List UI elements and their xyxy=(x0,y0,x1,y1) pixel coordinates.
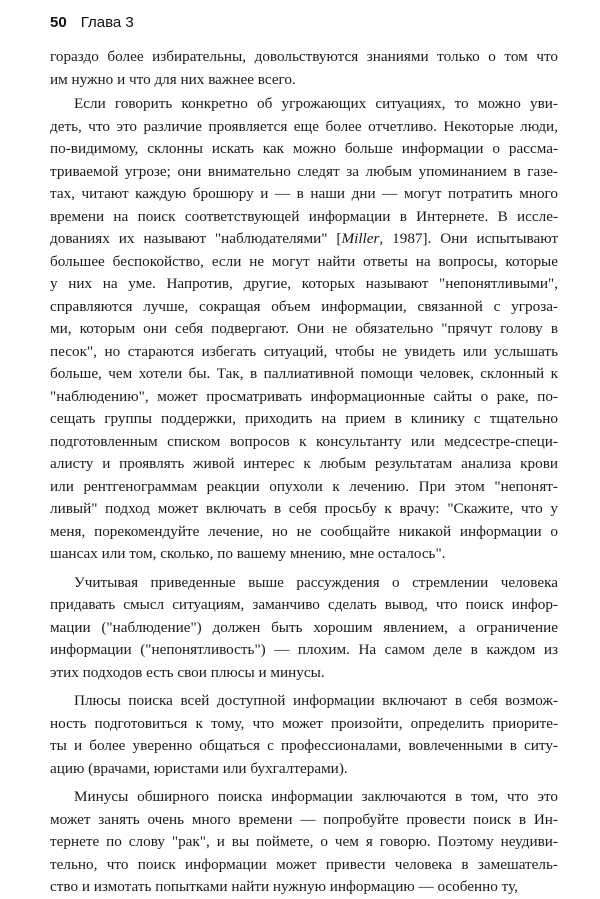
text-line: у них на уме. Напротив, другие, которых называют "непонятливыми", xyxy=(50,275,558,292)
text-line: тельно, что поиск информации может привести человека в замешатель- xyxy=(50,855,558,873)
text-line: деть, что это различие проявляется еще более отчетливо. Некоторые люди, xyxy=(50,117,558,135)
text-line: времени на поиск соответствующей информации в Интернете. В иссле- xyxy=(50,207,558,225)
text-line: ство и измотать попытками найти нужную информацию — особенно ту, xyxy=(50,878,518,895)
text-line: ты и более уверенно общаться с профессионалами, вовлеченными в ситу- xyxy=(50,737,558,754)
text-line: этих подходов есть свои плюсы и минусы. xyxy=(50,663,325,681)
text-line: или рентгенограммам реакции опухоли к лечению. При этом "непонят- xyxy=(50,477,558,495)
paragraph xyxy=(50,690,558,780)
text-line: Плюсы поиска всей доступной информации включают в себя возмож- xyxy=(74,692,558,709)
chapter-label: Глава 3 xyxy=(80,13,134,31)
paragraph xyxy=(50,572,558,685)
text-line: меня, порекомендуйте лечение, но не сообщайте никакой информации о xyxy=(50,522,558,540)
text-line: Если говорить конкретно об угрожающих ситуациях, то можно уви- xyxy=(74,95,558,112)
text-line: триваемой угрозе; они внимательно следят за любым упоминанием в газе- xyxy=(50,162,558,180)
text-line: ливый" подход может включать в себя просьбу к врачу: "Скажите, что у xyxy=(50,500,558,517)
text-line: придавать смысл ситуациям, заманчиво сделать вывод, что поиск инфор- xyxy=(50,596,558,613)
text-line: им нужно и что для них важнее всего. xyxy=(50,70,296,88)
text-line: ность подготовиться к тому, что может произойти, определить приорите- xyxy=(50,714,558,732)
paragraph xyxy=(50,46,558,91)
body-text xyxy=(50,46,558,899)
paragraph xyxy=(50,786,558,899)
text-line: информации ("непонятливость") — плохим. На самом деле в каждом из xyxy=(50,641,558,658)
text-line: большее беспокойство, если не могут найти ответы на вопросы, которые xyxy=(50,252,558,270)
text-line: песок", но стараются избегать ситуаций, чтобы не увидеть или услышать xyxy=(50,342,558,360)
text-line: дованиях их называют "наблюдателями" [Miller, 1987]. Они испытывают xyxy=(50,230,558,247)
text-line: алисту и проявлять живой интерес к любым результатам анализа крови xyxy=(50,455,558,472)
text-line: по-видимому, склонны искать как можно больше информации о рассма- xyxy=(50,140,558,157)
page-number: 50 xyxy=(50,13,67,31)
text-line: ми, которым они себя подвергают. Они не обязательно "прячут голову в xyxy=(50,320,558,337)
citation-author: Miller xyxy=(341,230,380,247)
text-line: справляются лучше, сокращая объем информации, связанной с угроза- xyxy=(50,297,558,315)
text-line: Учитывая приведенные выше рассуждения о стремлении человека xyxy=(74,573,558,591)
text-line: может занять очень много времени — попробуйте провести поиск в Ин- xyxy=(50,810,558,828)
text-line: Минусы обширного поиска информации заключаются в том, что это xyxy=(74,788,558,805)
text-line: больше, чем хотели бы. Так, в паллиативной помощи человек, склонный к xyxy=(50,365,558,382)
paragraph xyxy=(50,93,558,566)
text-line: гораздо более избирательны, довольствуются знаниями только о том что xyxy=(50,48,558,65)
text-line: тах, читают каждую брошюру и — в наши дни — могут потратить много xyxy=(50,185,558,202)
text-line: тернете по слову "рак", и вы поймете, о чем я говорю. Поэтому неудиви- xyxy=(50,833,558,850)
book-page xyxy=(50,8,558,899)
text-line: сещать группы поддержки, приходить на прием в клинику с тщательно xyxy=(50,410,558,427)
text-line: ацию (врачами, юристами или бухгалтерами). xyxy=(50,759,348,777)
text-line: подготовленным списком вопросов к консультанту или медсестре-специ- xyxy=(50,432,558,450)
text-line: мации ("наблюдение") должен быть хорошим явлением, а ограничение xyxy=(50,618,558,636)
running-head xyxy=(50,8,558,36)
text-line: шансах или том, сколько, по вашему мнению, мне осталось". xyxy=(50,545,446,562)
text-line: "наблюдению", может просматривать информационные сайты о раке, по- xyxy=(50,387,558,405)
